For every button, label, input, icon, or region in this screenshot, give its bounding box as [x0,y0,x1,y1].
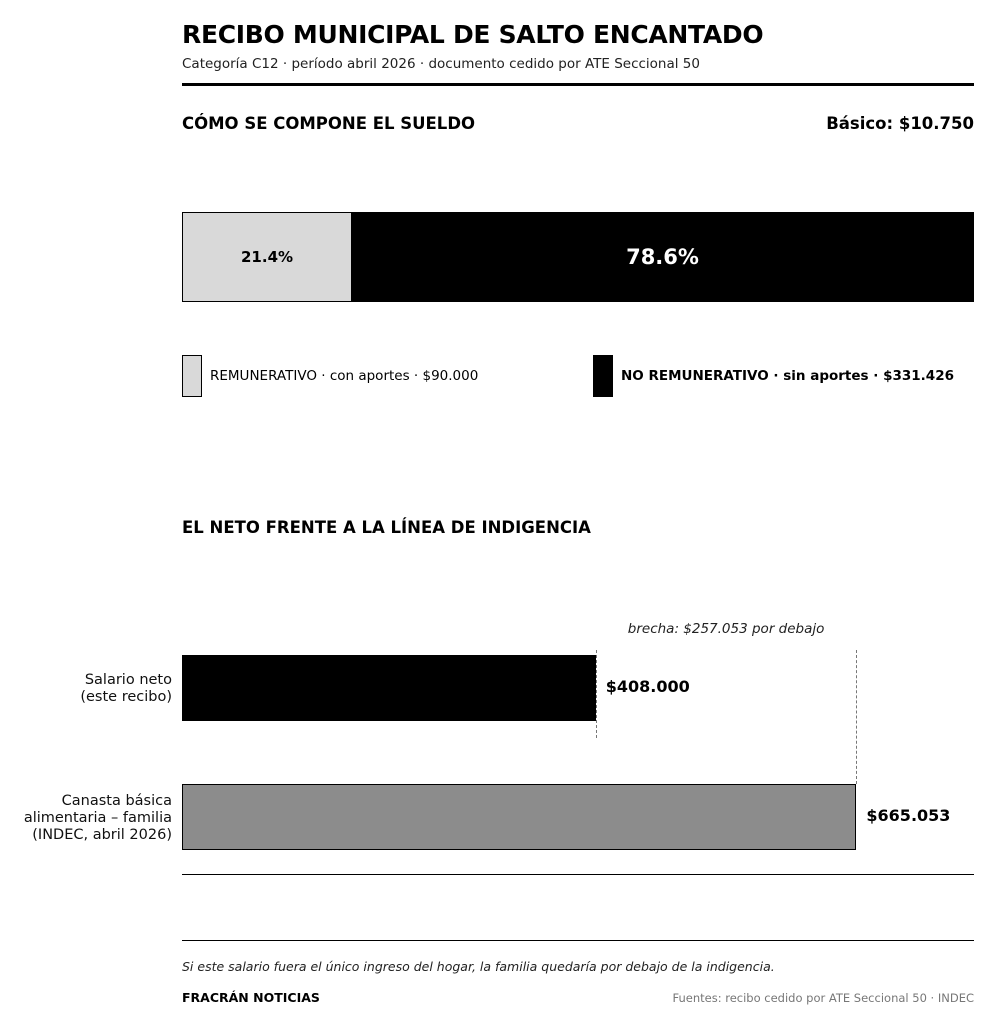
bar-canasta-basica [182,784,856,850]
basico-label: Básico: $10.750 [826,114,974,133]
legend-swatch-remunerativo [182,355,202,397]
legend-remunerativo-label: REMUNERATIVO · con aportes · $90.000 [210,368,479,384]
footer-note: Si este salario fuera el único ingreso del hogar, la familia quedaría por debajo de la indigencia. [182,959,775,974]
value-label-canasta: $665.053 [866,806,951,825]
dashed-marker-salario [596,650,597,738]
brand-label: FRACRÁN NOTICIAS [182,990,320,1005]
segment-no-remunerativo [352,213,973,301]
bar-label-canasta [0,793,172,844]
page-subtitle: Categoría C12 · período abril 2026 · documento cedido por ATE Seccional 50 [182,56,700,72]
composition-stacked-bar [182,212,974,302]
comparison-heading: EL NETO FRENTE A LA LÍNEA DE INDIGENCIA [182,518,591,537]
composition-heading: CÓMO SE COMPONE EL SUELDO [182,114,476,133]
bar-label-canasta-line1: Canasta básica [61,793,172,809]
header-divider [182,83,974,86]
bar-label-canasta-line3: (INDEC, abril 2026) [32,827,172,843]
legend-swatch-no-remunerativo [593,355,613,397]
segment-remunerativo [183,213,352,301]
legend-remunerativo [182,355,478,397]
bar-label-canasta-line2: alimentaria – familia [23,810,172,826]
chart-baseline [182,874,974,875]
segment-remunerativo-percent: 21.4% [241,248,294,266]
sources-label: Fuentes: recibo cedido por ATE Seccional 50 · INDEC [672,991,974,1005]
legend-no-remunerativo [593,355,954,397]
segment-no-remunerativo-percent: 78.6% [626,245,699,269]
page-title: RECIBO MUNICIPAL DE SALTO ENCANTADO [182,20,764,49]
value-label-salario: $408.000 [605,677,690,696]
footer-divider [182,940,974,941]
bar-salario-neto [182,655,596,721]
legend-no-remunerativo-label: NO REMUNERATIVO · sin aportes · $331.426 [621,368,954,384]
gap-annotation: brecha: $257.053 por debajo [627,621,825,637]
bar-label-salario-line2: (este recibo) [80,689,172,705]
dashed-marker-canasta [856,650,857,784]
bar-label-salario-line1: Salario neto [84,672,172,688]
bar-label-salario [0,672,172,706]
